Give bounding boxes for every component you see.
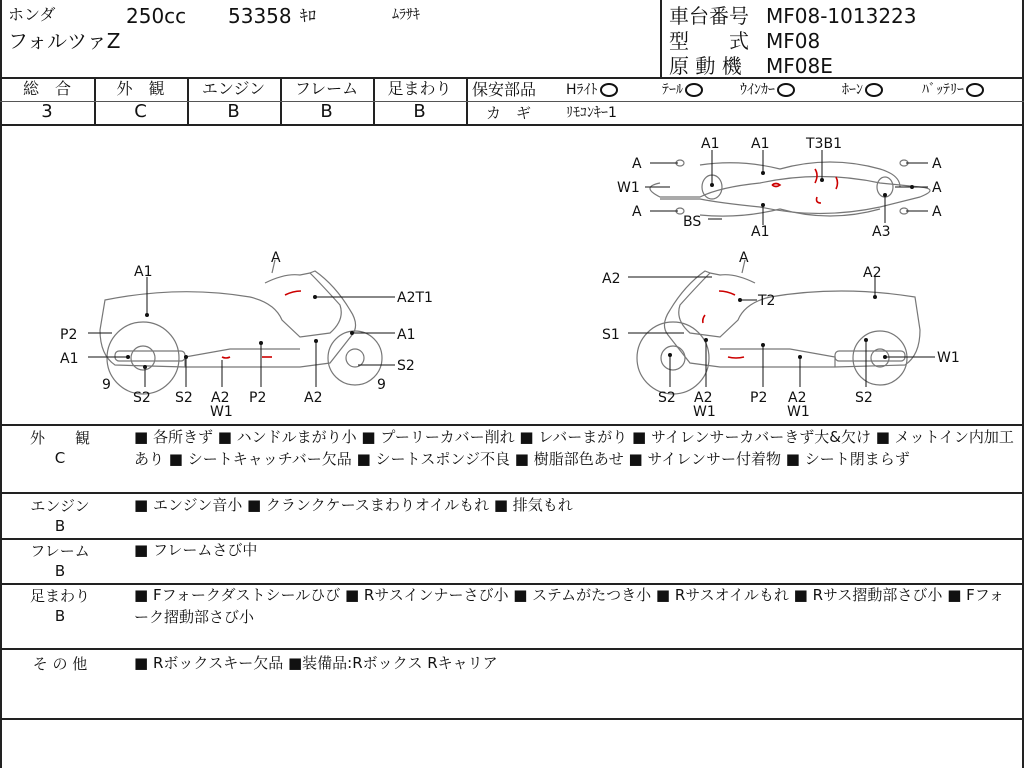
rating-label-suspension: 足まわり: [387, 79, 452, 98]
diagram-label: A: [271, 250, 281, 266]
detail-grade-exterior: C: [54, 449, 66, 467]
maker-text: ホンダ: [8, 5, 56, 24]
diagram-label: T3B1: [806, 136, 842, 152]
diagram-label: P2: [60, 327, 78, 343]
type-value: MF08: [766, 29, 821, 53]
rating-label-overall: 総 合: [22, 79, 71, 98]
diagram-label: A1: [134, 264, 153, 280]
rating-value-overall: 3: [41, 101, 53, 122]
detail-label-frame: フレーム: [30, 542, 90, 560]
mileage-text: 53358: [228, 4, 292, 28]
detail-label-suspension: 足まわり: [29, 587, 90, 605]
diagram-label: A1: [751, 224, 770, 240]
color-text: ﾑﾗｻｷ: [392, 7, 420, 23]
diagram-label: S2: [658, 390, 676, 406]
diagram-label: S2: [397, 358, 415, 374]
diagram-label: S1: [602, 327, 620, 343]
diagram-label: W1: [617, 180, 640, 196]
detail-text-other: ■ Rボックスキー欠品 ■装備品:Rボックス Rキャリア: [134, 654, 498, 672]
diagram-label: P2: [750, 390, 768, 406]
diagram-label: S2: [855, 390, 873, 406]
scooter-left-view: [100, 260, 382, 394]
safety-item-horn: ﾎｰﾝ: [842, 81, 883, 99]
safety-item-battery: ﾊﾞｯﾃﾘｰ: [922, 81, 984, 99]
diagram-label: A: [632, 156, 642, 172]
diagram-label: BS: [683, 214, 702, 230]
detail-grade-engine: B: [54, 517, 66, 535]
displacement-text: 250cc: [126, 4, 187, 28]
check-circle-icon: [600, 83, 618, 97]
diagram-label: A2: [602, 271, 621, 287]
rating-value-exterior: C: [134, 101, 147, 122]
check-circle-icon: [865, 83, 883, 97]
safety-label: 保安部品: [472, 80, 537, 99]
detail-grade-frame: B: [54, 562, 66, 580]
diagram-label: A2: [863, 265, 882, 281]
key-value: ﾘﾓｺﾝｷｰ1: [566, 105, 617, 121]
engine-label: 原 動 機: [669, 54, 742, 78]
diagram-label: T2: [758, 293, 776, 309]
check-circle-icon: [685, 83, 703, 97]
diagram-label: A2: [304, 390, 323, 406]
type-label: 型 式: [669, 29, 749, 53]
safety-item-winker: ｳｲﾝｶｰ: [740, 81, 795, 99]
diagram-label: A1: [60, 351, 79, 367]
diagram-label: A3: [872, 224, 891, 240]
rating-label-exterior: 外 観: [116, 79, 165, 98]
rating-label-frame: フレーム: [294, 79, 359, 98]
diagram-label: A: [632, 204, 642, 220]
diagram-label: 9: [377, 377, 386, 393]
diagram-label: W1: [210, 404, 233, 420]
diagram-label: A2: [694, 390, 713, 406]
detail-text-suspension: ■ Fフォークダストシールひび ■ Rサスインナーさび小 ■ ステムがたつき小 ■ Rサスオイルもれ ■ Rサス摺動部さび小 ■ Fフォーク摺動部さび小: [134, 586, 1005, 626]
diagram-label: A1: [751, 136, 770, 152]
diagram-label: P2: [249, 390, 267, 406]
detail-text-exterior: ■ 各所きず ■ ハンドルまがり小 ■ プーリーカバー削れ ■ レバーまがり ■ サイレンサーカバーきず大&欠け ■ メットイン内加工あり ■ シートキャッチバー欠品 ■ シートスポンジ不良 ■ 樹脂部色あせ ■ サイレンサー付着物 ■ シート閉まらず: [134, 428, 1014, 468]
rating-label-engine: エンジン: [201, 79, 266, 98]
diagram-label: W1: [937, 350, 960, 366]
diagram-label: S2: [175, 390, 193, 406]
detail-label-exterior: 外 観: [29, 429, 90, 447]
diagram-label: A2: [788, 390, 807, 406]
rating-value-frame: B: [320, 101, 333, 122]
frame-no-value: MF08-1013223: [766, 4, 917, 28]
model-name: フォルツァZ: [8, 29, 121, 53]
detail-text-engine: ■ エンジン音小 ■ クランクケースまわりオイルもれ ■ 排気もれ: [134, 496, 573, 514]
detail-label-other: そ の 他: [32, 655, 88, 673]
diagram-label: A: [739, 250, 749, 266]
rating-value-engine: B: [227, 101, 240, 122]
rating-value-suspension: B: [413, 101, 426, 122]
damage-diagram: [0, 125, 1024, 424]
detail-text-frame: ■ フレームさび中: [134, 541, 258, 559]
safety-item-headlight: Hﾗｲﾄ: [566, 81, 618, 99]
diagram-label: A1: [701, 136, 720, 152]
engine-value: MF08E: [766, 54, 833, 78]
diagram-label: A: [932, 156, 942, 172]
diagram-label: 9: [102, 377, 111, 393]
diagram-label: A1: [397, 327, 416, 343]
mileage-unit: ｷﾛ: [300, 6, 317, 25]
check-circle-icon: [777, 83, 795, 97]
safety-item-tail: ﾃｰﾙ: [662, 81, 703, 99]
diagram-label: W1: [787, 404, 810, 420]
detail-label-engine: エンジン: [30, 497, 90, 515]
diagram-label: A2: [211, 390, 230, 406]
diagram-label: W1: [693, 404, 716, 420]
key-label: カ ギ: [486, 104, 532, 122]
detail-grade-suspension: B: [54, 607, 66, 625]
diagram-label: A2T1: [397, 290, 433, 306]
check-circle-icon: [966, 83, 984, 97]
diagram-label: S2: [133, 390, 151, 406]
diagram-label: A: [932, 180, 942, 196]
frame-no-label: 車台番号: [669, 4, 749, 28]
scooter-top-view: [650, 160, 930, 216]
diagram-label: A: [932, 204, 942, 220]
